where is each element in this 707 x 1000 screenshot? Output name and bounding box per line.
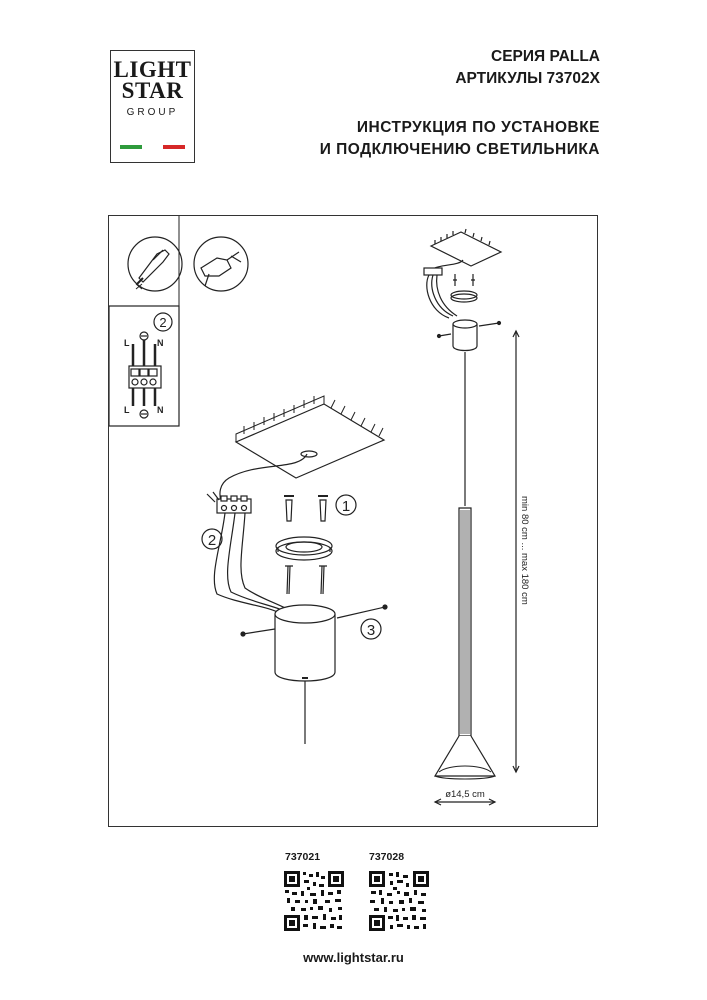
step-1-marker bbox=[336, 495, 356, 515]
canopy-drawing bbox=[275, 605, 335, 744]
step-1-label: 1 bbox=[341, 498, 351, 515]
terminal-label-bottom-l: L bbox=[124, 405, 130, 415]
installation-diagram bbox=[109, 216, 599, 828]
lead-wires-drawing bbox=[214, 513, 293, 614]
pendant-overview-drawing bbox=[424, 229, 501, 779]
terminal-connector-drawing bbox=[207, 492, 251, 513]
instruction-line1: ИНСТРУКЦИЯ ПО УСТАНОВКЕ bbox=[356, 119, 600, 136]
article-code-737028: 737028 bbox=[369, 851, 405, 863]
screwdriver-icon bbox=[128, 237, 182, 291]
logo-line2: STAR bbox=[121, 78, 184, 103]
height-dimension-label: min 80 cm ... max 180 cm bbox=[519, 496, 530, 605]
brand-logo bbox=[110, 50, 195, 163]
logo-line1: LIGHT bbox=[113, 57, 192, 82]
italian-flag-stripe bbox=[120, 145, 185, 149]
ceiling-plate-drawing bbox=[236, 396, 384, 478]
step-2-inset-label: 2 bbox=[159, 315, 167, 330]
step-3-label: 3 bbox=[366, 622, 376, 639]
series-name: СЕРИЯ PALLA bbox=[491, 48, 600, 65]
terminal-label-top-n: N bbox=[157, 338, 164, 348]
height-dimension-line bbox=[513, 331, 530, 772]
mounting-bracket-drawing bbox=[276, 537, 332, 560]
article-code-737021: 737021 bbox=[285, 851, 321, 863]
step-2-marker bbox=[202, 529, 222, 549]
terminal-label-bottom-n: N bbox=[157, 405, 164, 415]
electric-plug-icon bbox=[194, 237, 248, 291]
instruction-title bbox=[320, 117, 600, 161]
step-3-marker bbox=[361, 619, 381, 639]
series-header bbox=[455, 46, 600, 90]
terminal-block-diagram bbox=[124, 313, 172, 418]
website-url[interactable]: www.lightstar.ru bbox=[303, 950, 404, 965]
qr-code-icon[interactable] bbox=[283, 870, 345, 932]
installation-diagram-frame bbox=[108, 215, 598, 827]
logo-line3: GROUP bbox=[126, 107, 179, 118]
diameter-dimension-line bbox=[435, 789, 495, 805]
terminal-label-top-l: L bbox=[124, 338, 130, 348]
step-2-label: 2 bbox=[207, 532, 217, 549]
instruction-line2: И ПОДКЛЮЧЕНИЮ СВЕТИЛЬНИКА bbox=[319, 141, 600, 158]
qr-code-icon[interactable] bbox=[368, 870, 430, 932]
article-range: АРТИКУЛЫ 73702X bbox=[455, 70, 600, 87]
diameter-dimension-label: ø14,5 cm bbox=[445, 789, 485, 800]
